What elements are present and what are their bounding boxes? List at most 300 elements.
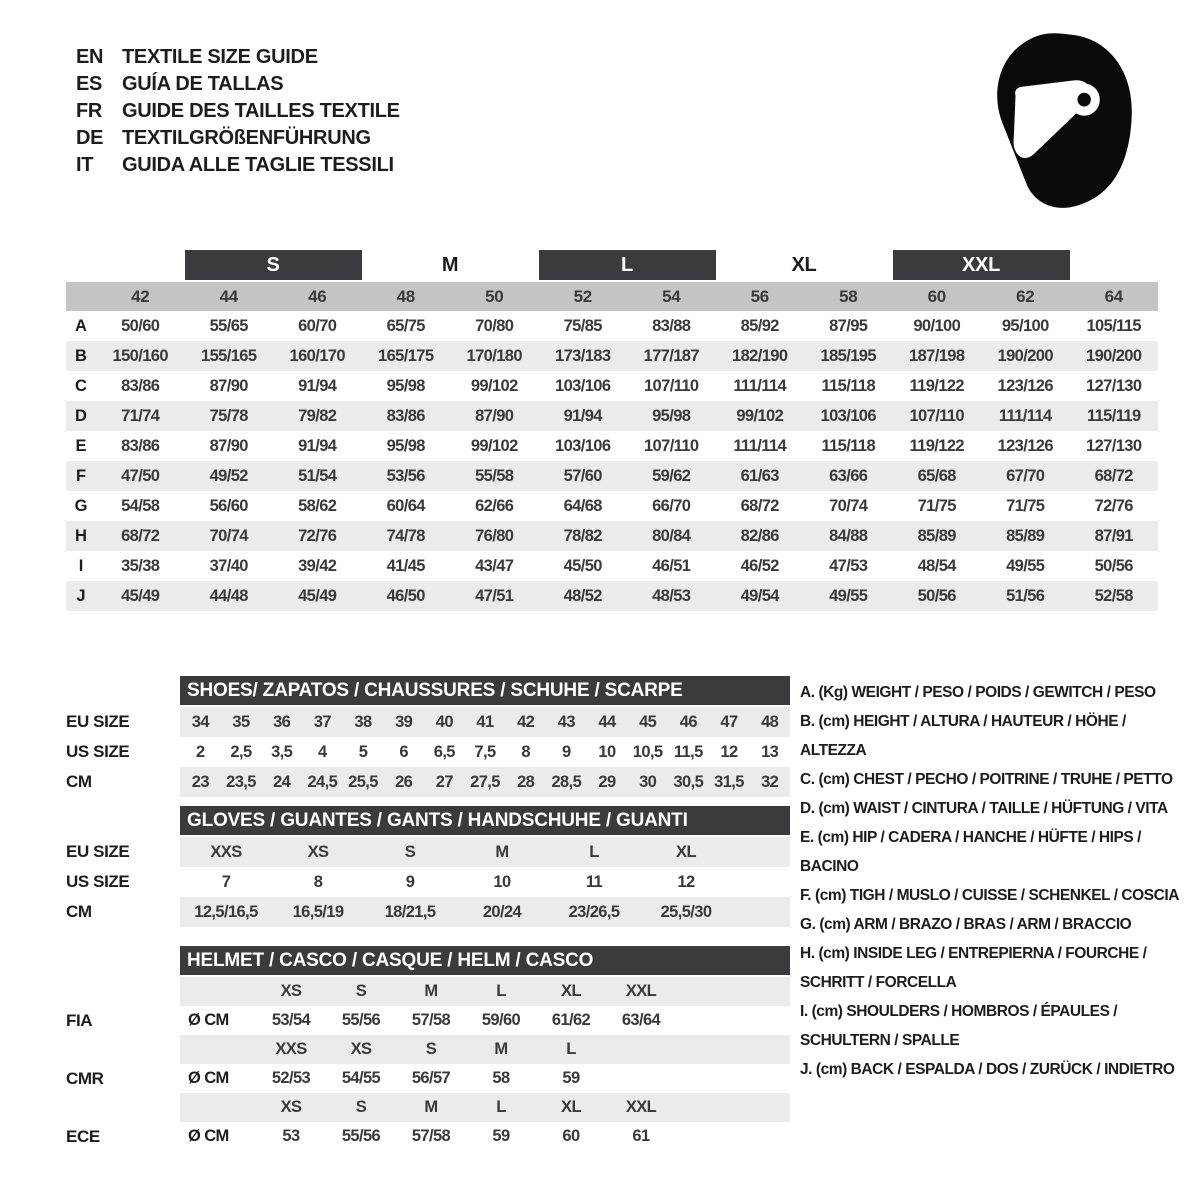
size-value-cell: 85/89: [917, 526, 956, 545]
size-value-cell: 115/119: [1086, 406, 1141, 425]
language-code: ES: [76, 73, 103, 95]
size-value-cell: 83/86: [121, 376, 160, 395]
table-cell: 29: [598, 772, 616, 791]
size-value-cell: 115/118: [821, 376, 876, 395]
size-column-header: 62: [1016, 286, 1035, 306]
table-cell: 36: [273, 712, 291, 731]
table-cell: 25,5/30: [660, 902, 712, 921]
language-row: [76, 71, 400, 98]
table-cell: 40: [435, 712, 453, 731]
size-value-cell: 75/85: [563, 316, 602, 335]
size-value-cell: 49/55: [1006, 556, 1045, 575]
measure-row-i: [66, 551, 1158, 581]
measure-row-c: [66, 371, 1158, 401]
gloves-eu-size-row: [180, 837, 790, 867]
legend-item-h: H. (cm) INSIDE LEG / ENTREPIERNA / FOURCHE / SCHRITT / FORCELLA: [800, 945, 1147, 991]
table-body: [180, 676, 790, 797]
size-value-cell: 66/70: [652, 496, 691, 515]
size-value-cell: 35/38: [121, 556, 160, 575]
size-value-cell: 107/110: [643, 376, 699, 395]
size-value-cell: 119/122: [909, 376, 965, 395]
size-value-cell: 95/98: [386, 376, 425, 395]
table-cell: 23: [191, 772, 209, 791]
table-cell: 27,5: [470, 772, 500, 791]
table-cell: 7: [221, 872, 231, 891]
size-value-cell: 111/114: [733, 436, 787, 455]
shoes-section: [66, 676, 790, 797]
size-column-header: 60: [927, 286, 946, 306]
measure-row-label: C: [75, 376, 87, 395]
size-value-cell: 55/58: [475, 466, 514, 485]
measure-row-f: [66, 461, 1158, 491]
size-value-cell: 46/51: [652, 556, 691, 575]
table-cell: 34: [191, 712, 209, 731]
size-value-cell: 72/76: [1094, 496, 1133, 515]
size-value-cell: 60/64: [386, 496, 425, 515]
table-cell: M: [424, 1098, 438, 1116]
size-value-cell: 190/200: [1086, 346, 1142, 365]
table-cell: M: [494, 1040, 508, 1058]
table-cell: 48: [761, 712, 779, 731]
table-cell: 9: [405, 872, 415, 891]
table-cell: 8: [521, 742, 530, 761]
size-value-cell: 83/86: [121, 436, 160, 455]
size-value-cell: 51/54: [298, 466, 337, 485]
table-cell: 63/64: [621, 1011, 661, 1029]
legend-item-d: D. (cm) WAIST / CINTURA / TAILLE / HÜFTUNG / VITA: [800, 800, 1168, 817]
table-cell: L: [496, 982, 506, 1000]
table-cell: [180, 977, 256, 1006]
size-value-cell: 111/114: [733, 376, 787, 395]
table-cell: 7,5: [474, 742, 496, 761]
table-cell: 61/62: [551, 1011, 591, 1029]
size-column-header: 54: [662, 286, 681, 306]
size-column-header: 44: [219, 286, 238, 306]
size-value-cell: 74/78: [386, 526, 425, 545]
legend-item-j: J. (cm) BACK / ESPALDA / DOS / ZURÜCK / INDIETRO: [800, 1061, 1175, 1078]
language-row: [76, 152, 400, 179]
helmet-title-bar: HELMET / CASCO / CASQUE / HELM / CASCO: [180, 946, 790, 975]
row-label-col: [66, 946, 180, 1151]
table-cell: [180, 1093, 256, 1122]
size-group-m: M: [441, 253, 459, 276]
table-cell: 4: [318, 742, 327, 761]
size-value-cell: 70/74: [209, 526, 248, 545]
group-spacer: [96, 250, 185, 280]
table-cell: 53/54: [271, 1011, 311, 1029]
size-value-cell: 50/60: [121, 316, 160, 335]
size-value-cell: 58/62: [298, 496, 337, 515]
table-cell: L: [496, 1098, 506, 1116]
table-cell: 11,5: [673, 742, 703, 761]
measure-row-label: H: [75, 526, 87, 545]
language-code: IT: [76, 154, 94, 176]
legend-list: [800, 678, 1192, 1084]
size-value-cell: 50/56: [917, 586, 956, 605]
size-value-cell: 70/74: [829, 496, 868, 515]
table-cell: 10: [598, 742, 616, 761]
table-cell: 8: [313, 872, 323, 891]
table-cell: XS: [307, 842, 329, 861]
legend-item-g: G. (cm) ARM / BRAZO / BRAS / ARM / BRACCIO: [800, 916, 1132, 933]
table-cell: 53: [282, 1127, 300, 1145]
table-cell: Ø CM: [188, 1069, 229, 1087]
group-spacer: [1070, 250, 1159, 280]
table-cell: 23,5: [226, 772, 256, 791]
table-cell: 10: [493, 872, 511, 891]
size-value-cell: 82/86: [740, 526, 779, 545]
size-value-cell: 78/82: [563, 526, 602, 545]
fia-sizes-row: [180, 977, 790, 1006]
size-value-cell: 68/72: [740, 496, 779, 515]
table-cell: 57/58: [411, 1011, 451, 1029]
size-value-cell: 173/183: [555, 346, 611, 365]
language-row: [76, 44, 400, 71]
legend-item-b: B. (cm) HEIGHT / ALTURA / HAUTEUR / HÖHE / ALTEZZA: [800, 713, 1126, 759]
size-value-cell: 43/47: [475, 556, 514, 575]
table-cell: [606, 1035, 676, 1064]
size-value-cell: 85/92: [740, 316, 779, 335]
row-label-eu-size: EU SIZE: [66, 712, 130, 731]
size-value-cell: 111/114: [998, 406, 1052, 425]
table-cell: 9: [562, 742, 571, 761]
size-value-cell: 80/84: [652, 526, 691, 545]
size-column-header: 42: [131, 286, 150, 306]
size-value-cell: 55/65: [209, 316, 248, 335]
measure-row-label: D: [75, 406, 87, 425]
size-value-cell: 119/122: [909, 436, 965, 455]
language-list: [76, 44, 400, 179]
size-value-cell: 79/82: [298, 406, 337, 425]
measure-row-label: G: [74, 496, 88, 515]
gloves-us-size-row: [180, 867, 790, 897]
table-cell: S: [355, 982, 367, 1000]
size-columns-row: [66, 282, 1158, 311]
ece-values-row: [180, 1122, 790, 1151]
measure-row-g: [66, 491, 1158, 521]
table-cell: 54/55: [341, 1069, 381, 1087]
size-value-cell: 182/190: [732, 346, 788, 365]
measure-row-h: [66, 521, 1158, 551]
size-value-cell: 54/58: [121, 496, 160, 515]
size-group-xxl: XXL: [893, 250, 1070, 280]
table-cell: S: [404, 842, 416, 861]
racing-helmet-icon: [982, 28, 1138, 218]
size-value-cell: 160/170: [289, 346, 345, 365]
corner-spacer: [66, 282, 96, 311]
size-value-cell: 63/66: [829, 466, 868, 485]
size-value-cell: 76/80: [475, 526, 514, 545]
table-cell: 30,5: [673, 772, 704, 791]
table-cell: 23/26,5: [568, 902, 620, 921]
table-cell: 13: [761, 742, 779, 761]
row-label-empty: [66, 1093, 180, 1122]
size-value-cell: 90/100: [913, 316, 961, 335]
ece-sizes-row: [180, 1093, 790, 1122]
table-cell: 59/60: [481, 1011, 521, 1029]
language-title: TEXTILE SIZE GUIDE: [122, 46, 318, 68]
size-value-cell: 177/187: [643, 346, 699, 365]
table-cell: 5: [358, 742, 368, 761]
size-value-cell: 48/54: [917, 556, 956, 575]
table-body: [180, 806, 790, 927]
language-code: FR: [76, 100, 103, 122]
size-value-cell: 57/60: [563, 466, 602, 485]
size-value-cell: 99/102: [736, 406, 784, 425]
table-cell: 47: [720, 712, 738, 731]
measure-row-b: [66, 341, 1158, 371]
measure-row-label: F: [75, 466, 87, 485]
size-value-cell: 71/74: [121, 406, 160, 425]
size-value-cell: 60/70: [298, 316, 337, 335]
size-value-cell: 103/106: [555, 376, 611, 395]
size-value-cell: 71/75: [1006, 496, 1045, 515]
table-cell: 18/21,5: [384, 902, 436, 921]
language-title: GUIDA ALLE TAGLIE TESSILI: [122, 154, 394, 176]
size-value-cell: 83/86: [386, 406, 425, 425]
table-cell: 12,5/16,5: [194, 902, 258, 921]
table-cell: XS: [280, 1098, 302, 1116]
table-cell: 45: [639, 712, 657, 731]
size-value-cell: 65/68: [917, 466, 956, 485]
table-cell: 61: [632, 1127, 650, 1145]
measure-row-label: I: [78, 556, 84, 575]
size-value-cell: 87/90: [475, 406, 514, 425]
row-label-fia: FIA: [66, 1010, 93, 1030]
table-cell: 37: [313, 712, 331, 731]
table-cell: M: [424, 982, 438, 1000]
table-cell: L: [566, 1040, 576, 1058]
size-value-cell: 37/40: [209, 556, 248, 575]
table-cell: XXL: [625, 1098, 657, 1116]
table-cell: L: [589, 842, 599, 861]
size-value-cell: 99/102: [470, 376, 518, 395]
table-cell: XL: [561, 982, 581, 1000]
table-cell: 10,5: [632, 742, 663, 761]
legend-item-i: I. (cm) SHOULDERS / HOMBROS / ÉPAULES / SCHULTERN / SPALLE: [800, 1003, 1118, 1049]
table-cell: 43: [557, 712, 575, 731]
size-value-cell: 127/130: [1086, 436, 1142, 455]
size-value-cell: 87/91: [1094, 526, 1133, 545]
table-cell: 57/58: [411, 1127, 451, 1145]
size-value-cell: 68/72: [121, 526, 160, 545]
size-value-cell: 105/115: [1086, 316, 1142, 335]
table-cell: 16,5/19: [292, 902, 344, 921]
size-value-cell: 107/110: [909, 406, 965, 425]
size-group-s: S: [185, 250, 362, 280]
cmr-sizes-row: [180, 1035, 790, 1064]
size-value-cell: 41/45: [386, 556, 425, 575]
size-value-cell: 46/52: [740, 556, 779, 575]
size-value-cell: 87/95: [829, 316, 868, 335]
size-value-cell: 52/58: [1094, 586, 1133, 605]
table-cell: [180, 1035, 256, 1064]
size-value-cell: 44/48: [209, 586, 248, 605]
table-cell: 3,5: [271, 742, 293, 761]
size-value-cell: 190/200: [997, 346, 1053, 365]
row-label-empty: [66, 977, 180, 1006]
measure-row-label: E: [75, 436, 87, 455]
gloves-title-bar: GLOVES / GUANTES / GANTS / HANDSCHUHE / GUANTI: [180, 806, 790, 835]
size-value-cell: 187/198: [909, 346, 965, 365]
size-value-cell: 45/50: [563, 556, 602, 575]
size-value-cell: 65/75: [386, 316, 425, 335]
shoes-title-bar: SHOES/ ZAPATOS / CHAUSSURES / SCHUHE / SCARPE: [180, 676, 790, 705]
size-value-cell: 61/63: [740, 466, 779, 485]
shoes-cm-row: [180, 767, 790, 797]
size-value-cell: 91/94: [563, 406, 602, 425]
size-value-cell: 64/68: [563, 496, 602, 515]
label-spacer: [66, 806, 180, 837]
size-value-cell: 85/89: [1006, 526, 1045, 545]
size-value-cell: 49/54: [740, 586, 779, 605]
size-group-row: [66, 250, 1158, 280]
size-value-cell: 67/70: [1006, 466, 1045, 485]
table-cell: 44: [598, 712, 616, 731]
size-value-cell: 165/175: [378, 346, 434, 365]
helmet-section: [66, 946, 790, 1151]
shoes-us-size-row: [180, 737, 790, 767]
size-column-header: 50: [485, 286, 504, 306]
table-cell: 24,5: [307, 772, 338, 791]
size-value-cell: 50/56: [1094, 556, 1133, 575]
table-cell: XXS: [210, 842, 242, 861]
size-value-cell: 56/60: [209, 496, 248, 515]
language-row: [76, 125, 400, 152]
size-column-header: 56: [750, 286, 769, 306]
size-value-cell: 59/62: [652, 466, 691, 485]
size-value-cell: 47/51: [475, 586, 514, 605]
table-cell: 30: [639, 772, 657, 791]
size-value-cell: 123/126: [997, 376, 1053, 395]
table-cell: 27: [435, 772, 453, 791]
row-label-ece: ECE: [66, 1126, 100, 1146]
table-cell: 32: [761, 772, 779, 791]
row-label-cmr: CMR: [66, 1068, 104, 1088]
corner-spacer: [66, 250, 96, 280]
size-value-cell: 127/130: [1086, 376, 1142, 395]
row-label-us-size: US SIZE: [66, 742, 130, 761]
table-cell: 59: [562, 1069, 580, 1087]
table-cell: 35: [232, 712, 250, 731]
size-value-cell: 71/75: [917, 496, 956, 515]
row-label-col: [66, 676, 180, 797]
table-cell: 60: [562, 1127, 580, 1145]
size-value-cell: 123/126: [997, 436, 1053, 455]
language-title: GUÍA DE TALLAS: [122, 73, 284, 95]
table-cell: 46: [679, 712, 697, 731]
size-value-cell: 49/55: [829, 586, 868, 605]
table-cell: 28: [517, 772, 535, 791]
cmr-values-row: [180, 1064, 790, 1093]
size-value-cell: 62/66: [475, 496, 514, 515]
size-value-cell: 47/53: [829, 556, 868, 575]
size-value-cell: 107/110: [643, 436, 699, 455]
size-value-cell: 68/72: [1094, 466, 1133, 485]
size-value-cell: 83/88: [652, 316, 691, 335]
size-value-cell: 99/102: [470, 436, 518, 455]
main-size-table: [66, 250, 1158, 611]
legend-item-f: F. (cm) TIGH / MUSLO / CUISSE / SCHENKEL / COSCIA: [800, 887, 1179, 904]
legend-item-e: E. (cm) HIP / CADERA / HANCHE / HÜFTE / HIPS / BACINO: [800, 829, 1142, 875]
shoes-eu-size-row: [180, 707, 790, 737]
gloves-cm-row: [180, 897, 790, 927]
fia-values-row: [180, 1006, 790, 1035]
table-cell: 55/56: [341, 1127, 381, 1145]
size-value-cell: 84/88: [829, 526, 868, 545]
size-value-cell: 87/90: [209, 376, 248, 395]
table-cell: 20/24: [482, 902, 522, 921]
row-label-empty: [66, 1035, 180, 1064]
table-cell: 12: [677, 872, 695, 891]
table-cell: XS: [280, 982, 302, 1000]
size-value-cell: 95/98: [386, 436, 425, 455]
table-cell: 55/56: [341, 1011, 381, 1029]
table-cell: 31,5: [714, 772, 744, 791]
size-value-cell: 87/90: [209, 436, 248, 455]
language-title: GUIDE DES TAILLES TEXTILE: [122, 100, 400, 122]
size-column-header: 52: [573, 286, 592, 306]
size-value-cell: 150/160: [112, 346, 168, 365]
measure-row-label: J: [76, 586, 86, 605]
measure-row-label: B: [75, 346, 87, 365]
row-label-us-size: US SIZE: [66, 872, 130, 891]
table-cell: 41: [476, 712, 494, 731]
table-cell: Ø CM: [188, 1127, 229, 1145]
size-value-cell: 103/106: [820, 406, 876, 425]
table-cell: 59: [492, 1127, 510, 1145]
table-cell: XL: [561, 1098, 581, 1116]
size-value-cell: 49/52: [209, 466, 248, 485]
table-body: [180, 946, 790, 1151]
table-cell: 6,5: [433, 742, 455, 761]
row-label-cm: CM: [66, 902, 92, 921]
size-value-cell: 185/195: [820, 346, 876, 365]
size-column-header: 58: [839, 286, 858, 306]
table-cell: S: [355, 1098, 367, 1116]
table-cell: 38: [354, 712, 372, 731]
size-value-cell: 51/56: [1006, 586, 1045, 605]
size-group-l: L: [539, 250, 716, 280]
language-title: TEXTILGRÖßENFÜHRUNG: [122, 127, 371, 149]
size-value-cell: 103/106: [555, 436, 611, 455]
size-value-cell: 48/53: [652, 586, 691, 605]
table-cell: S: [425, 1040, 437, 1058]
label-spacer: [66, 676, 180, 707]
legend-item-c: C. (cm) CHEST / PECHO / POITRINE / TRUHE / PETTO: [800, 771, 1173, 788]
measure-row-a: [66, 311, 1158, 341]
size-value-cell: 170/180: [466, 346, 522, 365]
label-spacer: [66, 946, 180, 977]
table-cell: 24: [273, 772, 291, 791]
language-code: DE: [76, 127, 104, 149]
table-cell: 42: [517, 712, 535, 731]
table-cell: 25,5: [348, 772, 378, 791]
size-value-cell: 115/118: [821, 436, 876, 455]
size-value-cell: 39/42: [298, 556, 337, 575]
size-value-cell: 45/49: [298, 586, 337, 605]
size-value-cell: 91/94: [298, 376, 337, 395]
size-value-cell: 48/52: [563, 586, 602, 605]
table-cell: 2: [196, 742, 205, 761]
table-cell: 11: [585, 872, 603, 891]
size-value-cell: 47/50: [121, 466, 160, 485]
size-value-cell: 70/80: [475, 316, 514, 335]
gloves-section: [66, 806, 790, 927]
size-column-header: 48: [396, 286, 415, 306]
table-cell: XS: [350, 1040, 372, 1058]
table-cell: M: [495, 842, 509, 861]
